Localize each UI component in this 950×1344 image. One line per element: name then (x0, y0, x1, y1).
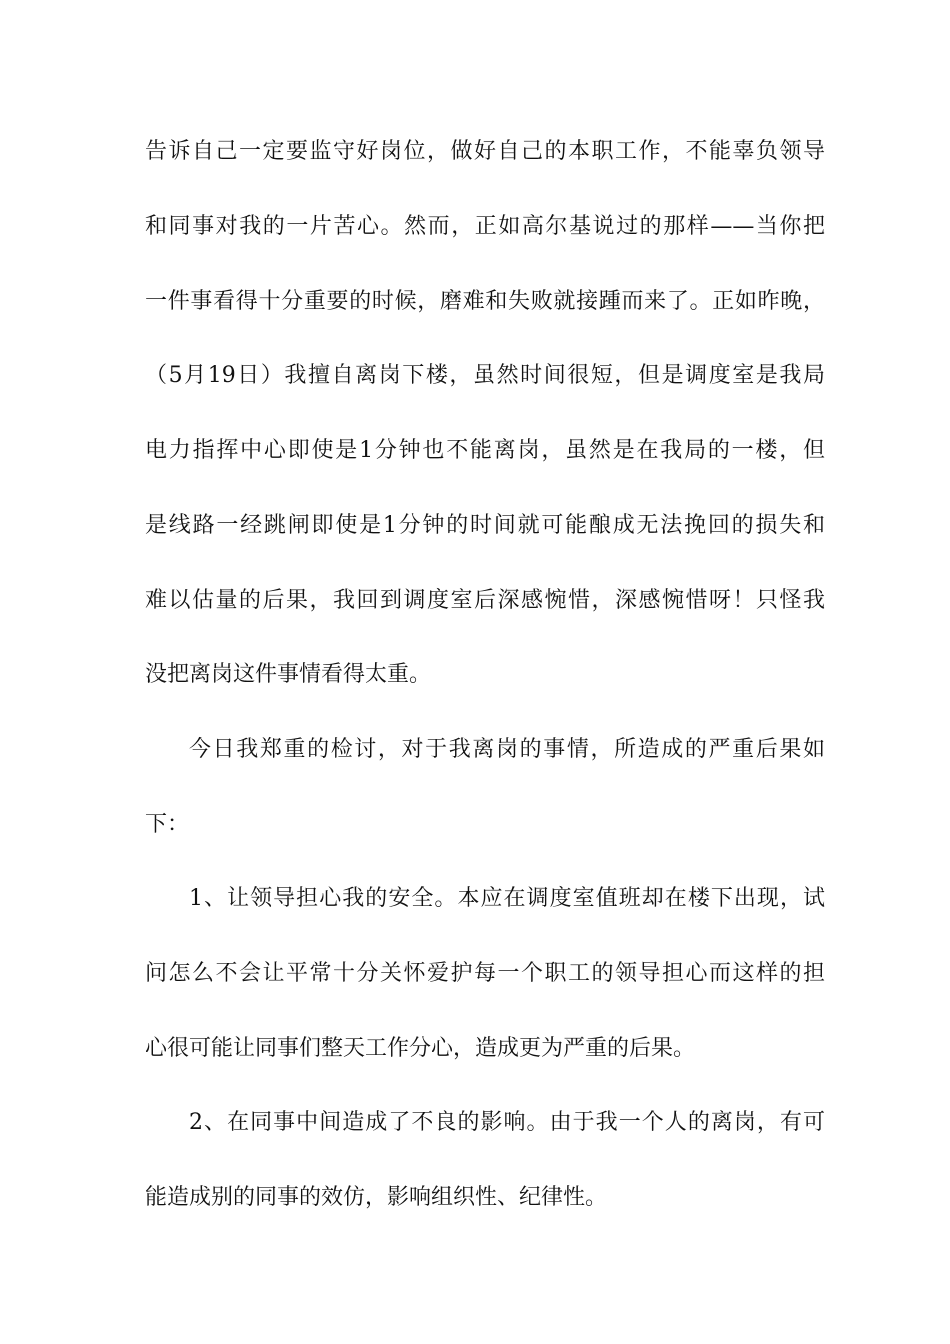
text-line: 一件事看得十分重要的时候，磨难和失败就接踵而来了。正如昨晚， (145, 289, 825, 314)
text-line: 今日我郑重的检讨，对于我离岗的事情，所造成的严重后果如 (189, 737, 825, 762)
text-line: 电力指挥中心即使是1分钟也不能离岗，虽然是在我局的一楼，但 (145, 438, 825, 463)
text-line: 是线路一经跳闸即使是1分钟的时间就可能酿成无法挽回的损失和 (145, 513, 825, 538)
text-line: 2、在同事中间造成了不良的影响。由于我一个人的离岗，有可 (189, 1110, 825, 1135)
text-line: （5月19日）我擅自离岗下楼，虽然时间很短，但是调度室是我局 (145, 363, 825, 388)
text-line: 难以估量的后果，我回到调度室后深感惋惜，深感惋惜呀！只怪我 (145, 588, 825, 613)
text-line: 能造成别的同事的效仿，影响组织性、纪律性。 (145, 1185, 608, 1210)
text-line: 心很可能让同事们整天工作分心，造成更为严重的后果。 (145, 1036, 696, 1061)
text-line: 和同事对我的一片苦心。然而，正如高尔基说过的那样——当你把 (145, 214, 825, 239)
text-line: 问怎么不会让平常十分关怀爱护每一个职工的领导担心而这样的担 (145, 961, 825, 986)
text-line: 没把离岗这件事情看得太重。 (145, 662, 432, 687)
text-line: 告诉自己一定要监守好岗位，做好自己的本职工作，不能辜负领导 (145, 139, 825, 164)
text-line: 1、让领导担心我的安全。本应在调度室值班却在楼下出现，试 (189, 886, 825, 911)
text-line: 下： (145, 812, 190, 837)
